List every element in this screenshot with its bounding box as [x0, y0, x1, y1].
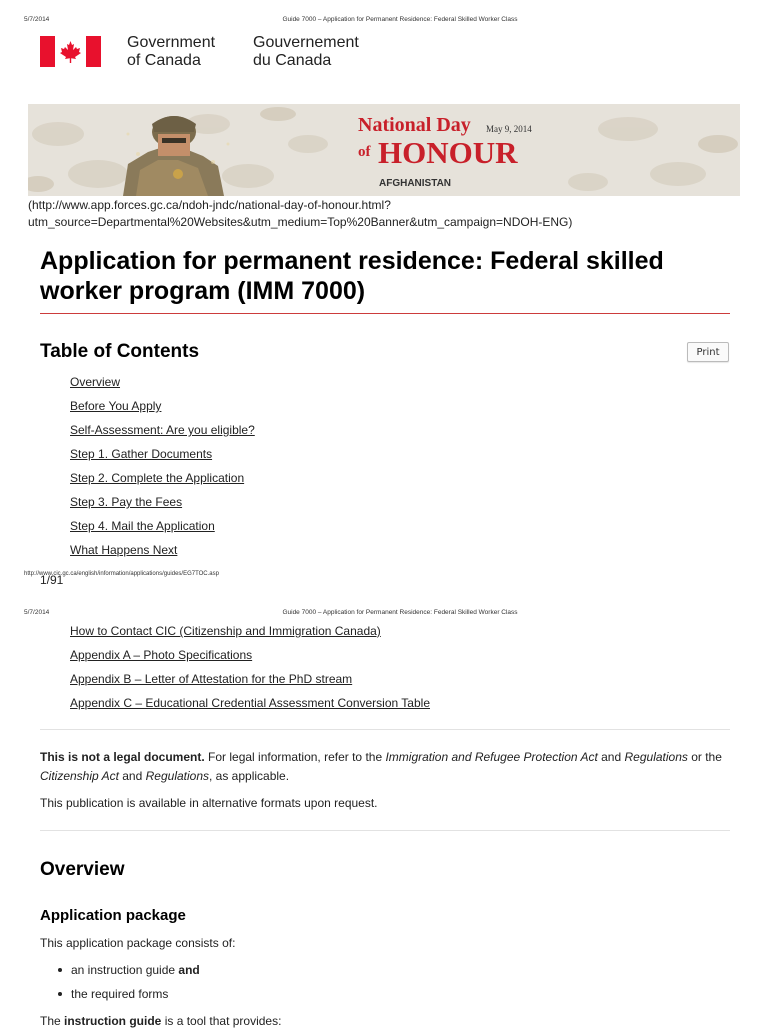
list-item — [56, 986, 200, 1010]
canada-flag-icon — [40, 36, 101, 67]
toc-link-before-you-apply[interactable]: Before You Apply — [70, 399, 162, 413]
legal-notice — [40, 748, 730, 786]
section-divider — [40, 729, 730, 730]
toc-item — [70, 647, 430, 671]
intro-text: The — [40, 1014, 65, 1028]
gov-name-english — [127, 34, 215, 70]
banner-title-line2: HONOUR — [378, 135, 518, 170]
gov-fr-line1: Gouvernement — [253, 34, 359, 51]
toc-link-step4[interactable]: Step 4. Mail the Application — [70, 519, 215, 533]
toc-item — [70, 542, 255, 566]
section-divider — [40, 830, 730, 831]
toc-link-appendix-a[interactable]: Appendix A – Photo Specifications — [70, 648, 253, 662]
gov-en-line1: Government — [127, 34, 216, 51]
toc-item — [70, 494, 255, 518]
notice-act-irpa: Immigration and Refugee Protection Act — [385, 750, 598, 764]
application-package-heading: Application package — [40, 907, 186, 924]
notice-act-citizenship: Citizenship Act — [40, 769, 119, 783]
toc-item — [70, 695, 430, 719]
notice-regulations: Regulations — [624, 750, 688, 764]
toc-item — [70, 623, 430, 647]
toc-link-step1[interactable]: Step 1. Gather Documents — [70, 447, 213, 461]
print-title: Guide 7000 – Application for Permanent Residence: Federal Skilled Worker Class — [282, 16, 518, 23]
notice-regulations: Regulations — [145, 769, 209, 783]
banner-title-line1: National Day — [358, 114, 471, 136]
intro-bold: instruction guide — [64, 1014, 162, 1028]
bullet-text: an instruction guide — [71, 963, 179, 977]
alt-formats-note: This publication is available in alternative formats upon request. — [40, 796, 378, 810]
banner-link-url[interactable]: (http://www.app.forces.gc.ca/ndoh-jndc/national-day-of-honour.html?utm_source=Departmental%20Websites&utm_medium=Top%20Banner&utm_campaign=NDOH-ENG) — [28, 198, 573, 229]
gov-name-french — [253, 34, 359, 70]
toc-list-continued — [70, 623, 430, 719]
toc-item — [70, 671, 430, 695]
print-date: 5/7/2014 — [24, 16, 50, 23]
print-date: 5/7/2014 — [24, 609, 50, 616]
instruction-guide-intro — [40, 1012, 730, 1031]
package-intro: This application package consists of: — [40, 936, 236, 950]
title-divider — [40, 313, 730, 314]
banner-date: May 9, 2014 — [486, 124, 532, 134]
toc-heading: Table of Contents — [40, 341, 200, 362]
notice-text: or the — [687, 750, 722, 764]
banner-of: of — [358, 144, 371, 160]
legal-notice-bold: This is not a legal document. — [40, 750, 205, 764]
toc-item — [70, 470, 255, 494]
print-footer-url: http://www.cic.gc.ca/english/information/applications/guides/EG7TOC.asp — [24, 571, 219, 577]
notice-text: For legal information, refer to the — [204, 750, 386, 764]
toc-link-appendix-b[interactable]: Appendix B – Letter of Attestation for the PhD stream — [70, 672, 353, 686]
toc-item — [70, 374, 255, 398]
notice-text: and — [118, 769, 146, 783]
intro-text: is a tool that provides: — [161, 1014, 282, 1028]
toc-item — [70, 422, 255, 446]
page-title: Application for permanent residence: Federal skilled worker program (IMM 7000) — [40, 247, 664, 305]
bullet-bold: and — [178, 963, 200, 977]
toc-link-overview[interactable]: Overview — [70, 375, 121, 389]
toc-link-appendix-c[interactable]: Appendix C – Educational Credential Assessment Conversion Table — [70, 696, 430, 710]
toc-link-what-happens-next[interactable]: What Happens Next — [70, 543, 178, 557]
bullet-text: the required forms — [71, 987, 169, 1001]
print-footer-page: 1/91 — [40, 573, 64, 587]
list-item — [56, 962, 200, 986]
national-day-of-honour-banner[interactable] — [28, 104, 740, 196]
print-header-page2 — [0, 607, 768, 619]
overview-heading: Overview — [40, 859, 125, 880]
print-button[interactable]: Print — [687, 342, 729, 362]
toc-link-self-assessment[interactable]: Self-Assessment: Are you eligible? — [70, 423, 255, 437]
print-header — [0, 14, 768, 26]
toc-link-step2[interactable]: Step 2. Complete the Application — [70, 471, 245, 485]
notice-text: , as applicable. — [209, 769, 290, 783]
print-footer — [0, 569, 768, 587]
toc-link-step3[interactable]: Step 3. Pay the Fees — [70, 495, 183, 509]
gov-en-line2: of Canada — [127, 52, 201, 69]
toc-item — [70, 518, 255, 542]
banner-subtitle: AFGHANISTAN — [379, 178, 452, 189]
toc-item — [70, 398, 255, 422]
toc-link-contact-cic[interactable]: How to Contact CIC (Citizenship and Immigration Canada) — [70, 624, 381, 638]
toc-list — [70, 374, 255, 566]
print-title: Guide 7000 – Application for Permanent Residence: Federal Skilled Worker Class — [282, 609, 518, 616]
package-list — [56, 962, 200, 1010]
gov-fr-line2: du Canada — [253, 52, 332, 69]
toc-item — [70, 446, 255, 470]
notice-text: and — [597, 750, 625, 764]
